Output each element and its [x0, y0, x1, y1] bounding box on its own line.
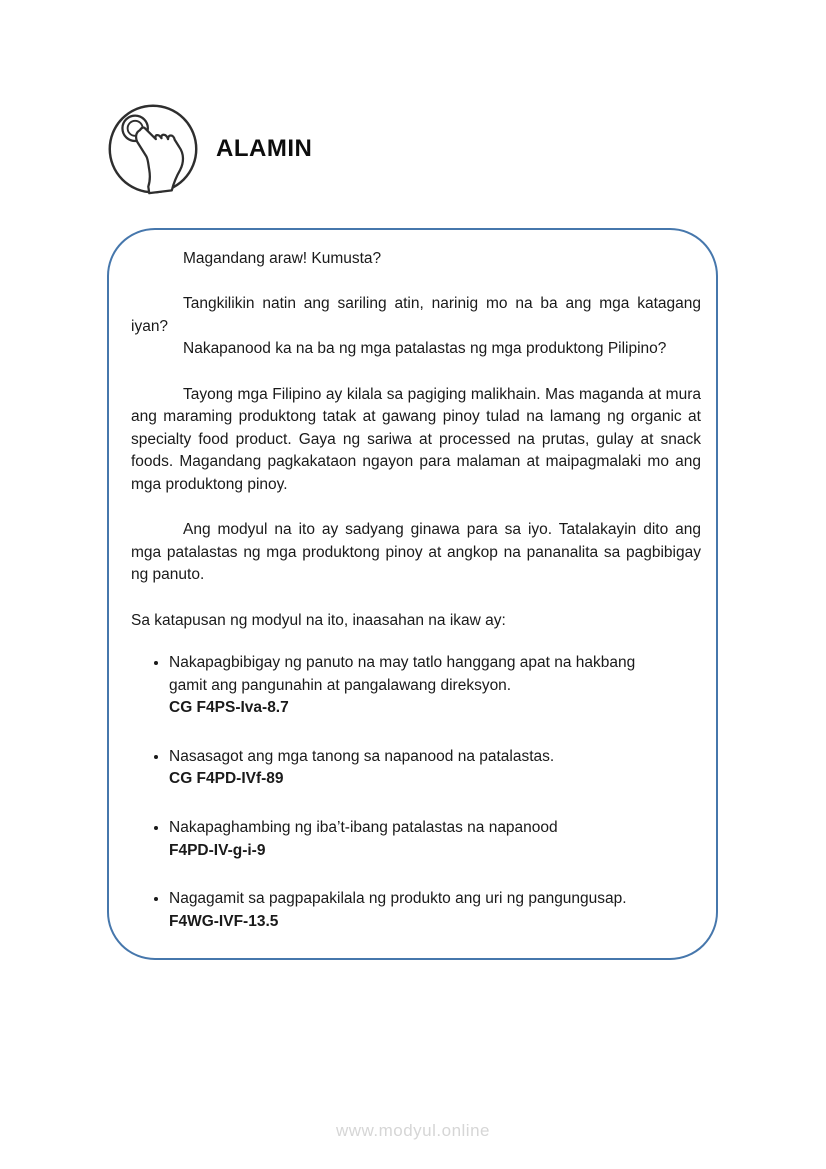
objective-item: [169, 652, 659, 720]
objective-code: F4WG-IVF-13.5: [169, 912, 279, 930]
objective-item: [169, 746, 659, 791]
objective-text: Nasasagot ang mga tanong sa napanood na patalastas.: [169, 747, 555, 765]
watermark-text: www.modyul.online: [335, 1121, 490, 1140]
tap-pointer-hand-icon: [106, 102, 200, 196]
greeting-text: Magandang araw! Kumusta?: [183, 250, 382, 267]
objective-text: Nakapagbibigay ng panuto na may tatlo hanggang apat na hakbang gamit ang pangunahin at pangalawang direksyon.: [169, 654, 636, 694]
paragraph-module: Ang modyul na ito ay sadyang ginawa para sa iyo. Tatalakayin dito ang mga patalastas ng mga produktong pinoy at angkop na pananalita sa pagbibigay ng panuto.: [131, 521, 701, 584]
objective-code: CG F4PS-Iva-8.7: [169, 699, 289, 717]
objectives-list: [131, 652, 701, 933]
objective-text: Nagagamit sa pagpapakilala ng produkto ang uri ng pangungusap.: [169, 890, 627, 908]
outcomes-intro: Sa katapusan ng modyul na ito, inaasahan na ikaw ay:: [131, 611, 506, 629]
page-title: ALAMIN: [216, 135, 313, 162]
section-header: [106, 102, 312, 196]
module-intro-box: [107, 228, 718, 960]
paragraph-creativity: Tayong mga Filipino ay kilala sa pagiging malikhain. Mas maganda at mura ang maraming produktong tatak at gawang pinoy tulad na lamang ng organic at specialty food product. Gaya ng sariwa at processed na prutas, gulay at snack foods. Magandang pagkakataon ngayon para malaman at maipagmalaki mo ang mga produktong pinoy.: [131, 385, 701, 493]
objective-item: [169, 888, 659, 933]
objective-item: [169, 817, 659, 862]
objective-code: CG F4PD-IVf-89: [169, 770, 284, 788]
question-2-text: Nakapanood ka na ba ng mga patalastas ng mga produktong Pilipino?: [183, 340, 667, 358]
objective-text: Nakapaghambing ng iba’t-ibang patalastas na napanood: [169, 819, 558, 837]
objective-code: F4PD-IV-g-i-9: [169, 841, 266, 859]
question-1-text: Tangkilikin natin ang sariling atin, narinig mo na ba ang mga katagang iyan?: [131, 295, 701, 335]
